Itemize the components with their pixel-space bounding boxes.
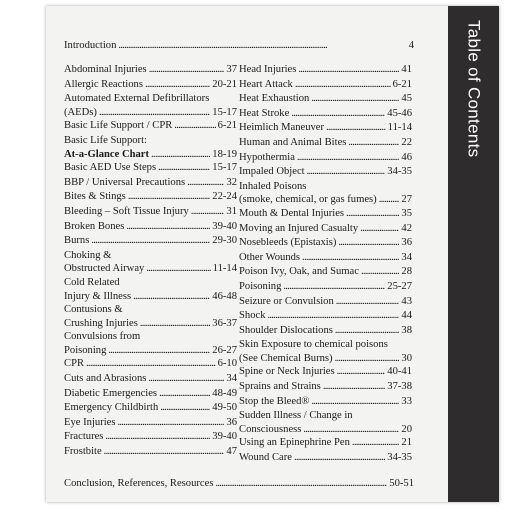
entry-pages: 49-50 — [212, 402, 237, 414]
leader-dots — [337, 365, 386, 380]
leader-dots — [140, 317, 210, 331]
entry-pages: 22-24 — [212, 191, 237, 203]
entry-last-line — [239, 352, 412, 366]
entry-label: Human and Animal Bites — [239, 136, 347, 148]
entry-label: Using an Epinephrine Pen — [239, 437, 350, 449]
leader-dots — [323, 380, 385, 395]
toc-entry — [64, 276, 237, 303]
leader-dots — [311, 395, 399, 410]
entry-label: Convulsions from — [64, 331, 141, 343]
leader-dots — [361, 265, 399, 280]
book-page — [46, 6, 499, 502]
entry-label: Introduction — [64, 40, 117, 51]
toc-entry — [239, 207, 412, 222]
entry-last-line — [239, 193, 412, 207]
entry-label: Moving an Injured Casualty — [239, 222, 359, 234]
leader-dots — [108, 344, 210, 358]
leader-dots — [338, 236, 399, 251]
toc-entry — [239, 180, 412, 207]
leader-dots — [283, 280, 385, 295]
entry-label: Cold Related — [64, 276, 120, 288]
entry-label: Consciousness — [239, 423, 302, 435]
entry-label: Sprains and Strains — [239, 381, 321, 393]
entry-label: Abdominal Injuries — [64, 64, 147, 75]
leader-dots — [86, 357, 216, 372]
entry-label: Basic Life Support / CPR — [64, 120, 173, 132]
entry-label: Basic AED Use Steps — [64, 162, 157, 174]
entry-label: Heat Exhaustion — [239, 93, 310, 105]
entry-pages: 48-49 — [212, 387, 237, 399]
entry-label: Conclusion, References, Resources — [64, 477, 214, 489]
toc-entry — [239, 151, 412, 166]
entry-label: Allergic Reactions — [64, 78, 143, 90]
entry-pages: 44 — [401, 310, 412, 322]
leader-dots — [215, 478, 387, 489]
entry-label: BBP / Universal Precautions — [64, 176, 186, 188]
entry-label: Inhaled Poisons — [239, 180, 307, 192]
toc-entry — [239, 236, 412, 251]
leader-dots — [91, 234, 210, 249]
entry-pages: 11-14 — [212, 263, 237, 275]
sidebar-band — [448, 6, 499, 502]
leader-dots — [151, 148, 210, 162]
toc-entry — [239, 365, 412, 380]
leader-dots — [346, 207, 399, 222]
toc-entry — [239, 338, 412, 365]
entry-label: Cuts and Abrasions — [64, 373, 147, 385]
entry-pages: 15-17 — [212, 106, 237, 118]
entry-label: Emergency Childbirth — [64, 402, 159, 414]
toc-entry — [239, 251, 412, 266]
entry-pages: 34-35 — [387, 166, 412, 178]
entry-label: Poison Ivy, Oak, and Sumac — [239, 266, 359, 278]
leader-dots — [303, 423, 399, 437]
entry-pages: 6-21 — [392, 78, 412, 90]
entry-pages: 6-10 — [217, 358, 237, 370]
leader-dots — [326, 121, 386, 136]
entry-label: Broken Bones — [64, 220, 125, 232]
leader-dots — [335, 324, 400, 339]
entry-pages: 29-30 — [212, 235, 237, 247]
entry-last-line — [64, 262, 237, 276]
entry-label: Frostbite — [64, 446, 102, 458]
toc-entry — [64, 401, 237, 416]
toc-entry — [64, 63, 237, 78]
entry-pages: 20-21 — [212, 78, 237, 90]
toc-entry — [239, 324, 412, 339]
leader-dots — [99, 106, 210, 120]
entry-label: Mouth & Dental Injuries — [239, 207, 345, 219]
entry-label: Hypothermia — [239, 151, 295, 163]
entry-label: Nosebleeds (Epistaxis) — [239, 237, 337, 249]
entry-pages: 36 — [226, 416, 237, 428]
entry-label: Injury & Illness — [64, 290, 132, 302]
toc-entry — [239, 265, 412, 280]
entry-pages: 36 — [401, 237, 412, 249]
entry-last-line — [64, 344, 237, 358]
toc-entry — [239, 309, 412, 324]
entry-pages: 34 — [401, 251, 412, 263]
entry-label: Heimlich Maneuver — [239, 122, 325, 134]
toc-columns — [64, 63, 439, 466]
entry-pages: 18-19 — [212, 148, 237, 160]
entry-label: Heat Stroke — [239, 107, 290, 119]
entry-pages: 33 — [401, 395, 412, 407]
entry-pages: 27 — [401, 194, 412, 206]
entry-label: Shoulder Dislocations — [239, 324, 333, 336]
entry-pages: 31 — [226, 205, 237, 217]
entry-pages: 40-41 — [387, 366, 412, 378]
leader-dots — [335, 352, 400, 366]
entry-pages: 41 — [401, 64, 412, 75]
entry-pages: 42 — [401, 222, 412, 234]
entry-last-line — [64, 317, 237, 331]
leader-dots — [174, 119, 215, 134]
toc-entry — [239, 78, 412, 93]
entry-label: (See Chemical Burns) — [239, 352, 333, 364]
leader-dots — [307, 165, 386, 180]
entry-pages: 47 — [226, 446, 237, 458]
entry-pages: 46-48 — [212, 290, 237, 302]
toc-entry — [64, 387, 237, 402]
toc-entry-introduction — [64, 40, 414, 51]
entry-label: Wound Care — [239, 452, 292, 464]
entry-pages: 38 — [401, 324, 412, 336]
entry-pages: 20 — [401, 423, 412, 435]
toc-entry — [239, 121, 412, 136]
entry-last-line — [64, 106, 237, 120]
toc-entry — [239, 380, 412, 395]
toc-entry — [64, 416, 237, 431]
toc-entry — [64, 176, 237, 191]
entry-label: Stop the Bleed® — [239, 395, 310, 407]
leader-dots — [267, 309, 399, 324]
toc-entry — [239, 107, 412, 122]
leader-dots — [298, 63, 399, 78]
entry-label: Poisoning — [239, 280, 282, 292]
entry-pages: 39-40 — [212, 220, 237, 232]
toc-left-column — [64, 63, 237, 466]
toc-entry — [64, 205, 237, 220]
entry-label: Other Wounds — [239, 251, 301, 263]
entry-pages: 45-46 — [387, 107, 412, 119]
leader-dots — [295, 78, 391, 93]
entry-label: Diabetic Emergencies — [64, 387, 158, 399]
leader-dots — [348, 136, 399, 151]
toc-entry — [239, 451, 412, 466]
entry-pages: 4 — [408, 40, 414, 51]
entry-label: Crushing Injuries — [64, 317, 138, 329]
toc-entry — [239, 395, 412, 410]
leader-dots — [379, 193, 400, 207]
entry-pages: 34-35 — [387, 452, 412, 464]
entry-pages: 37-38 — [387, 381, 412, 393]
entry-pages: 43 — [401, 295, 412, 307]
entry-label: (AEDs) — [64, 106, 97, 118]
entry-label: Head Injuries — [239, 64, 297, 75]
leader-dots — [149, 63, 225, 78]
toc-entry — [64, 119, 237, 134]
toc-entry — [239, 136, 412, 151]
toc-entry — [239, 63, 412, 78]
entry-pages: 6-21 — [217, 120, 237, 132]
leader-dots — [117, 416, 224, 431]
entry-pages: 25-27 — [387, 280, 412, 292]
toc-entry — [64, 234, 237, 249]
toc-entry — [239, 222, 412, 237]
leader-dots — [291, 107, 385, 122]
leader-dots — [360, 222, 399, 237]
entry-pages: 26-27 — [212, 344, 237, 356]
toc-entry-conclusion — [64, 478, 414, 489]
entry-pages: 11-14 — [387, 122, 412, 134]
entry-pages: 37 — [226, 64, 237, 75]
entry-pages: 39-40 — [212, 431, 237, 443]
entry-label: Seizure or Convulsion — [239, 295, 334, 307]
leader-dots — [126, 220, 210, 235]
leader-dots — [336, 295, 400, 310]
toc-entry — [64, 161, 237, 176]
entry-label: At-a-Glance Chart — [64, 148, 150, 160]
toc-entry — [64, 249, 237, 276]
leader-dots — [297, 151, 400, 166]
entry-label: Obstructed Airway — [64, 263, 145, 275]
entry-pages: 35 — [401, 207, 412, 219]
entry-pages: 28 — [401, 266, 412, 278]
toc-entry — [64, 92, 237, 119]
entry-pages: 22 — [401, 136, 412, 148]
entry-pages: 32 — [226, 176, 237, 188]
entry-label: Burns — [64, 235, 90, 247]
entry-pages: 36-37 — [212, 317, 237, 329]
leader-dots — [105, 430, 210, 445]
leader-dots — [191, 205, 225, 220]
entry-label: Poisoning — [64, 344, 107, 356]
entry-label: Automated External Defibrillators — [64, 93, 210, 105]
leader-dots — [145, 78, 210, 93]
entry-label: CPR — [64, 358, 85, 370]
leader-dots — [148, 372, 224, 387]
entry-label: Shock — [239, 310, 266, 322]
leader-dots — [128, 190, 210, 205]
entry-label: Sudden Illness / Change in — [239, 410, 353, 422]
entry-label: (smoke, chemical, or gas fumes) — [239, 194, 377, 206]
leader-dots — [118, 40, 406, 51]
toc-entry — [239, 92, 412, 107]
toc-entry — [239, 409, 412, 436]
toc-entry — [239, 295, 412, 310]
entry-label: Contusions & — [64, 304, 123, 316]
leader-dots — [133, 290, 210, 304]
entry-pages: 46 — [401, 151, 412, 163]
entry-pages: 45 — [401, 93, 412, 105]
entry-pages: 50-51 — [389, 477, 414, 489]
toc-entry — [64, 357, 237, 372]
entry-pages: 21 — [401, 437, 412, 449]
leader-dots — [146, 262, 210, 276]
leader-dots — [160, 401, 210, 416]
leader-dots — [187, 176, 224, 191]
toc-entry — [64, 330, 237, 357]
leader-dots — [159, 387, 210, 402]
leader-dots — [104, 445, 225, 460]
toc-entry — [239, 165, 412, 180]
entry-last-line — [64, 148, 237, 162]
entry-label: Choking & — [64, 249, 112, 261]
entry-pages: 34 — [226, 373, 237, 385]
toc-entry — [64, 430, 237, 445]
entry-label: Eye Injuries — [64, 416, 116, 428]
entry-label: Basic Life Support: — [64, 134, 147, 146]
toc-entry — [239, 280, 412, 295]
leader-dots — [302, 251, 399, 266]
toc-entry — [64, 190, 237, 205]
leader-dots — [158, 161, 210, 176]
entry-label: Skin Exposure to chemical poisons — [239, 339, 388, 351]
toc-entry — [64, 445, 237, 460]
entry-label: Impaled Object — [239, 166, 305, 178]
toc-entry — [64, 372, 237, 387]
toc-entry — [64, 78, 237, 93]
toc-content — [64, 40, 439, 489]
toc-entry — [239, 436, 412, 451]
toc-entry — [64, 220, 237, 235]
toc-right-column — [239, 63, 412, 466]
entry-label: Bites & Stings — [64, 191, 126, 203]
entry-label: Bleeding – Soft Tissue Injury — [64, 205, 189, 217]
entry-label: Heart Attack — [239, 78, 293, 90]
entry-last-line — [64, 290, 237, 304]
leader-dots — [294, 451, 385, 466]
toc-entry — [64, 134, 237, 161]
entry-label: Fractures — [64, 431, 104, 443]
entry-pages: 30 — [401, 352, 412, 364]
entry-label: Spine or Neck Injuries — [239, 366, 335, 378]
entry-pages: 15-17 — [212, 162, 237, 174]
leader-dots — [352, 436, 399, 451]
entry-last-line — [239, 423, 412, 437]
toc-entry — [64, 303, 237, 330]
leader-dots — [311, 92, 399, 107]
sidebar-title: Table of Contents — [464, 20, 484, 158]
